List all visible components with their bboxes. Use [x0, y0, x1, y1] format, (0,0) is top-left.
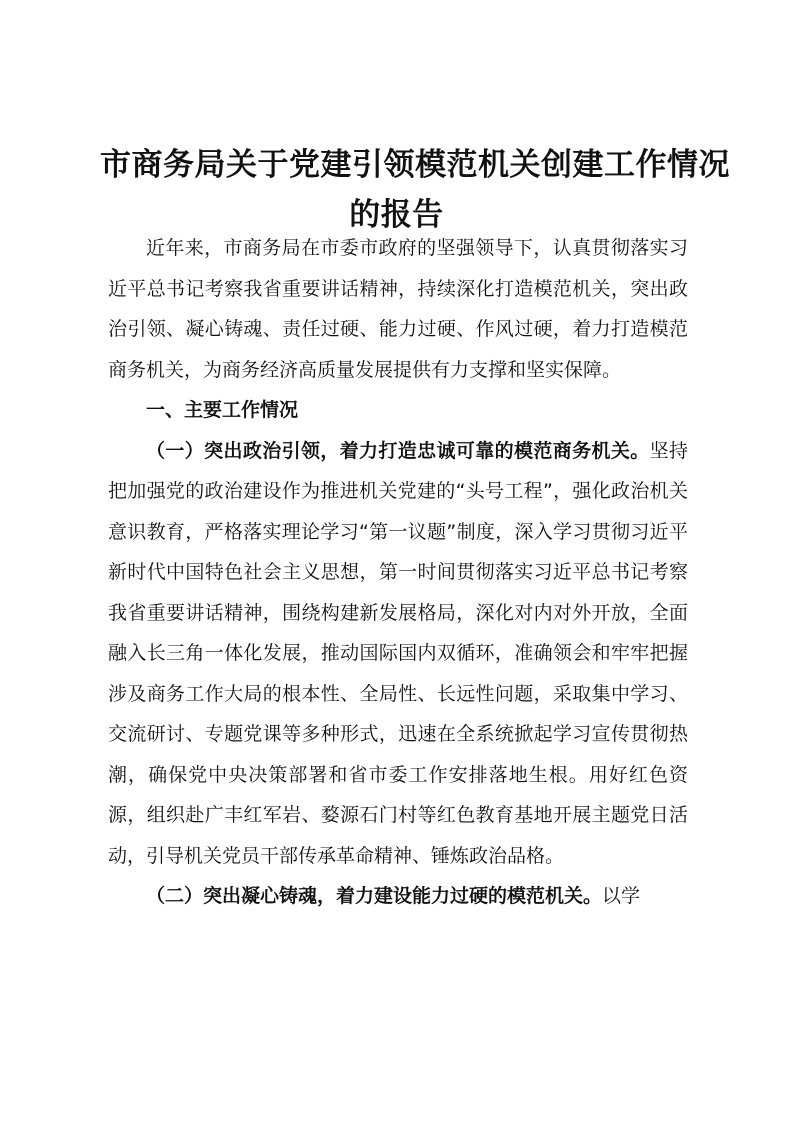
section-heading-main-work: 一、主要工作情况 [146, 399, 299, 421]
subsection-1-title: （一）突出政治引领，着力打造忠诚可靠的模范商务机关。 [146, 439, 650, 462]
subsection-2-body: 以学 [602, 885, 641, 907]
title-line-1: 市商务局关于党建引领模范机关创建工作情况 [100, 147, 730, 183]
intro-paragraph: 近年来，市商务局在市委市政府的坚强领导下，认真贯彻落实习近平总书记考察我省重要讲话精神，持续深化打造模范机关，突出政治引领、凝心铸魂、责任过硬、能力过硬、作风过硬，着力打造模范商务机关，为商务经济高质量发展提供有力支撑和坚实保障。 [108, 237, 688, 381]
subsection-1-body: 坚持把加强党的政治建设作为推进机关党建的“头号工程”，强化政治机关意识教育，严格落实理论学习“第一议题”制度，深入学习贯彻习近平新时代中国特色社会主义思想，第一时间贯彻落实习近平总书记考察我省重要讲话精神，围绕构建新发展格局，深化对内对外开放，全面融入长三角一体化发展，推动国际国内双循环，准确领会和牢牢把握涉及商务工作大局的根本性、全局性、长远性问题，采取集中学习、交流研讨、专题党课等多种形式，迅速在全系统掀起学习宣传贯彻热潮，确保党中央决策部署和省市委工作安排落地生根。用好红色资源，组织赴广丰红军岩、婺源石门村等红色教育基地开展主题党日活动，引导机关党员干部传承革命精神、锤炼政治品格。 [108, 439, 688, 867]
document-body [108, 228, 688, 917]
subsection-2-paragraph [108, 876, 688, 917]
title-line-2: 的报告 [349, 197, 444, 233]
document-title [100, 140, 730, 240]
subsection-1-paragraph [108, 431, 688, 877]
subsection-2-title: （二）突出凝心铸魂，着力建设能力过硬的模范机关。 [146, 885, 603, 907]
